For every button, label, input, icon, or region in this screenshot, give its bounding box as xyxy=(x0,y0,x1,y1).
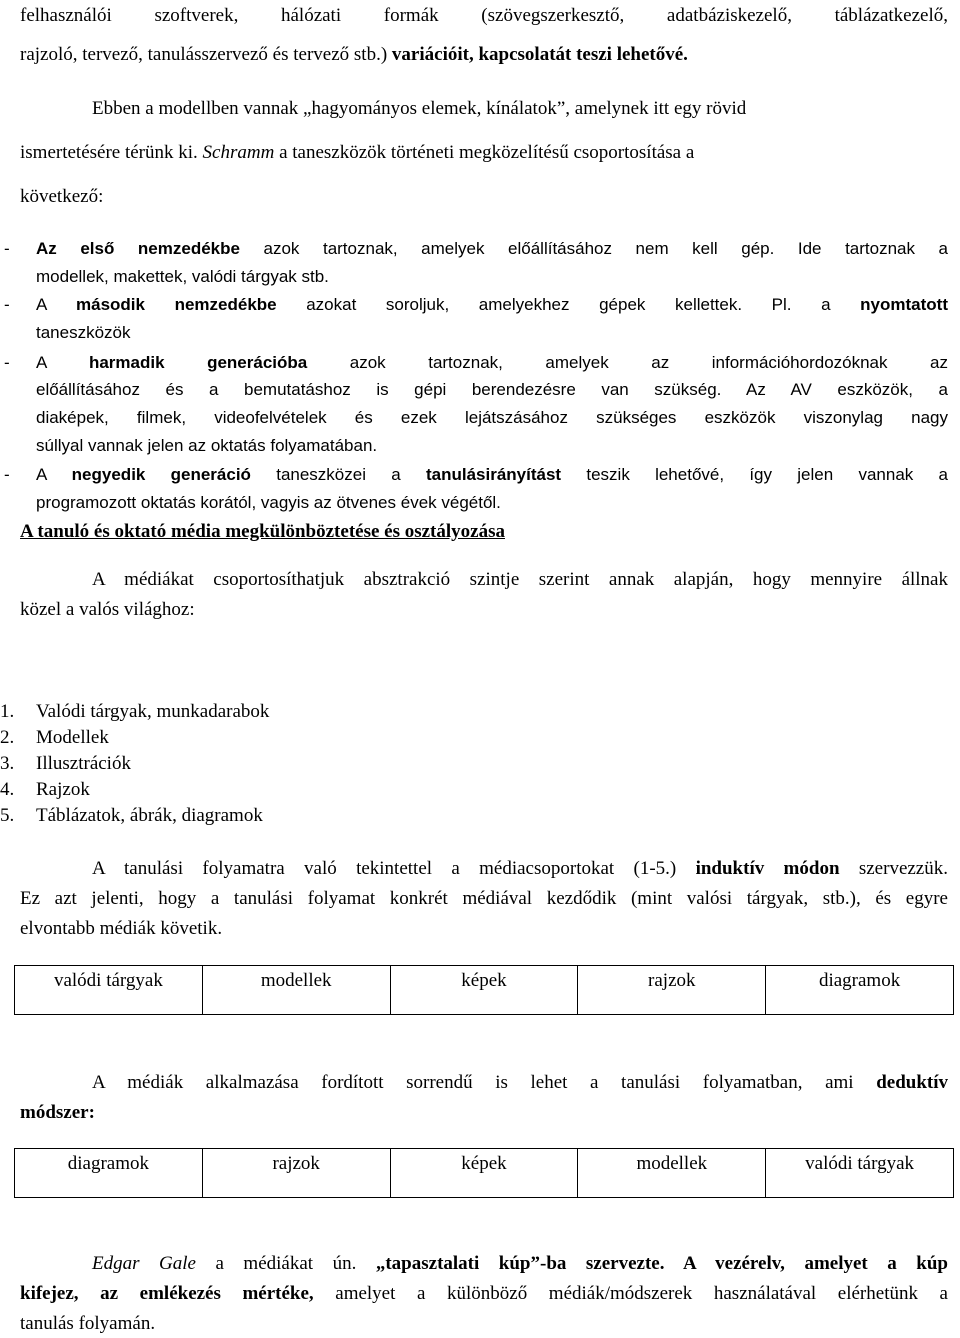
generation-2-bold: nyomtatott xyxy=(860,295,948,314)
generation-3-line-3: diaképek, filmek, videofelvételek és ezek lejátszásához szükséges eszközök viszonylag nagy xyxy=(36,408,948,427)
list-item xyxy=(0,806,400,826)
list-item xyxy=(0,728,400,748)
list-item xyxy=(0,780,400,800)
media-order-table-deductive xyxy=(14,1148,954,1198)
para2-line-1 xyxy=(92,859,948,878)
generation-3-line-4: súllyal vannak jelen az oktatás folyamatában. xyxy=(36,436,378,455)
memory-measure-term: kifejez, az emlékezés mértéke, xyxy=(20,1283,314,1304)
table-cell: modellek xyxy=(578,1149,766,1198)
generation-2-pre: A xyxy=(36,295,76,314)
media-order-table-inductive xyxy=(14,965,954,1015)
para4-line-2 xyxy=(20,1284,948,1303)
table-cell: képek xyxy=(390,966,578,1015)
intro-line-4 xyxy=(20,143,694,162)
para3-text: A médiák alkalmazása fordított sorrendű is lehet a tanulási folyamatban, ami xyxy=(92,1072,877,1093)
generation-3-line-2: előállításához és a bemutatáshoz is gépi berendezésre van szükség. Az AV eszközök, a xyxy=(36,380,948,399)
para4-text: a médiákat ún. xyxy=(195,1253,376,1274)
para3-line-2: módszer: xyxy=(20,1102,95,1123)
experience-cone-term: „tapasztalati kúp”-ba szervezte. A vezérelv, amelyet a kúp xyxy=(375,1253,948,1274)
table-cell: rajzok xyxy=(202,1149,390,1198)
generation-1-text: azok tartoznak, amelyek előállításához nem kell gép. Ide tartoznak a xyxy=(239,239,949,258)
generation-1-line-2: modellek, makettek, valódi tárgyak stb. xyxy=(36,267,329,286)
generation-3-pre: A xyxy=(36,353,89,372)
section-heading: A tanuló és oktató média megkülönböztetése és osztályozása xyxy=(20,521,505,542)
para4-line-1 xyxy=(92,1254,948,1273)
para1-line-2: közel a valós világhoz: xyxy=(20,599,195,620)
intro-line-4-rest: a taneszközök történeti megközelítésű csoportosítása a xyxy=(274,142,695,163)
table-cell: diagramok xyxy=(766,966,954,1015)
generation-4-line-2: programozott oktatás korától, vagyis az ötvenes évek végétől. xyxy=(36,493,501,512)
list-text: Modellek xyxy=(36,727,109,748)
generation-4-rest: teszik lehetővé, így jelen vannak a xyxy=(561,465,948,484)
list-text: Illusztrációk xyxy=(36,753,131,774)
table-cell: valódi tárgyak xyxy=(15,966,203,1015)
generation-2-text: azokat soroljuk, amelyekhez gépek kellettek. Pl. a xyxy=(276,295,861,314)
para4-line-3: tanulás folyamán. xyxy=(20,1313,156,1334)
intro-line-2-text: rajzoló, tervező, tanulásszervező és tervező stb.) xyxy=(20,44,392,65)
generation-4-text: taneszközei a xyxy=(250,465,426,484)
generation-1-term: Az első nemzedékbe xyxy=(36,239,240,258)
generation-2-line-1 xyxy=(36,296,948,313)
table-cell: rajzok xyxy=(578,966,766,1015)
para3-line-1 xyxy=(92,1073,948,1092)
intro-line-4-text: ismertetésére térünk ki. xyxy=(20,142,203,163)
intro-line-2-bold: variációit, kapcsolatát teszi lehetővé. xyxy=(391,44,688,65)
bullet-dash: - xyxy=(4,239,10,258)
para4-rest: amelyet a különböző médiák/módszerek használatával elérhetünk a xyxy=(313,1283,948,1304)
list-text: Valódi tárgyak, munkadarabok xyxy=(36,701,270,722)
author-schramm: Schramm xyxy=(202,142,275,163)
deductive-term: deduktív xyxy=(876,1072,948,1093)
generation-1-line-1 xyxy=(36,240,948,257)
table-row xyxy=(15,1149,954,1198)
generation-3-term: harmadik generációba xyxy=(88,353,308,372)
bullet-dash: - xyxy=(4,353,10,372)
bullet-dash: - xyxy=(4,465,10,484)
generation-2-line-2: taneszközök xyxy=(36,323,131,342)
list-number: 3. xyxy=(0,753,15,774)
para2-line-2: Ez azt jelenti, hogy a tanulási folyamat konkrét médiával kezdődik (mint valósi tárgyak, stb.), és egyre xyxy=(20,888,948,909)
generation-4-line-1 xyxy=(36,466,948,483)
para2-rest: szervezzük. xyxy=(839,858,948,879)
intro-line-5: következő: xyxy=(20,186,104,207)
generation-4-pre: A xyxy=(36,465,72,484)
table-cell: modellek xyxy=(202,966,390,1015)
table-row xyxy=(15,966,954,1015)
para2-line-3: elvontabb médiák követik. xyxy=(20,918,223,939)
list-number: 4. xyxy=(0,779,15,800)
generation-4-term: negyedik generáció xyxy=(71,465,251,484)
list-number: 1. xyxy=(0,701,15,722)
table-cell: képek xyxy=(390,1149,578,1198)
intro-line-3: Ebben a modellben vannak „hagyományos elemek, kínálatok”, amelynek itt egy rövid xyxy=(92,98,747,119)
list-item xyxy=(0,754,400,774)
table-cell: valódi tárgyak xyxy=(766,1149,954,1198)
list-number: 2. xyxy=(0,727,15,748)
para1-line-1: A médiákat csoportosíthatjuk absztrakció szintje szerint annak alapján, hogy mennyire állnak xyxy=(92,569,948,590)
author-edgar-gale: Edgar Gale xyxy=(92,1253,196,1274)
bullet-dash: - xyxy=(4,295,10,314)
list-text: Táblázatok, ábrák, diagramok xyxy=(36,805,263,826)
intro-line-2 xyxy=(20,45,688,64)
para2-text: A tanulási folyamatra való tekintettel a médiacsoportokat (1-5.) xyxy=(92,858,696,879)
inductive-term: induktív módon xyxy=(695,858,840,879)
list-text: Rajzok xyxy=(36,779,90,800)
generation-4-bold: tanulásirányítást xyxy=(425,465,562,484)
table-cell: diagramok xyxy=(15,1149,203,1198)
intro-line-1: felhasználói szoftverek, hálózati formák (szövegszerkesztő, adatbáziskezelő, táblázatkezelő, xyxy=(20,5,948,26)
list-number: 5. xyxy=(0,805,15,826)
generation-3-text: azok tartoznak, amelyek az információhordozóknak az xyxy=(307,353,949,372)
list-item xyxy=(0,702,400,722)
generation-3-line-1 xyxy=(36,354,948,371)
generation-2-term: második nemzedékbe xyxy=(76,295,277,314)
